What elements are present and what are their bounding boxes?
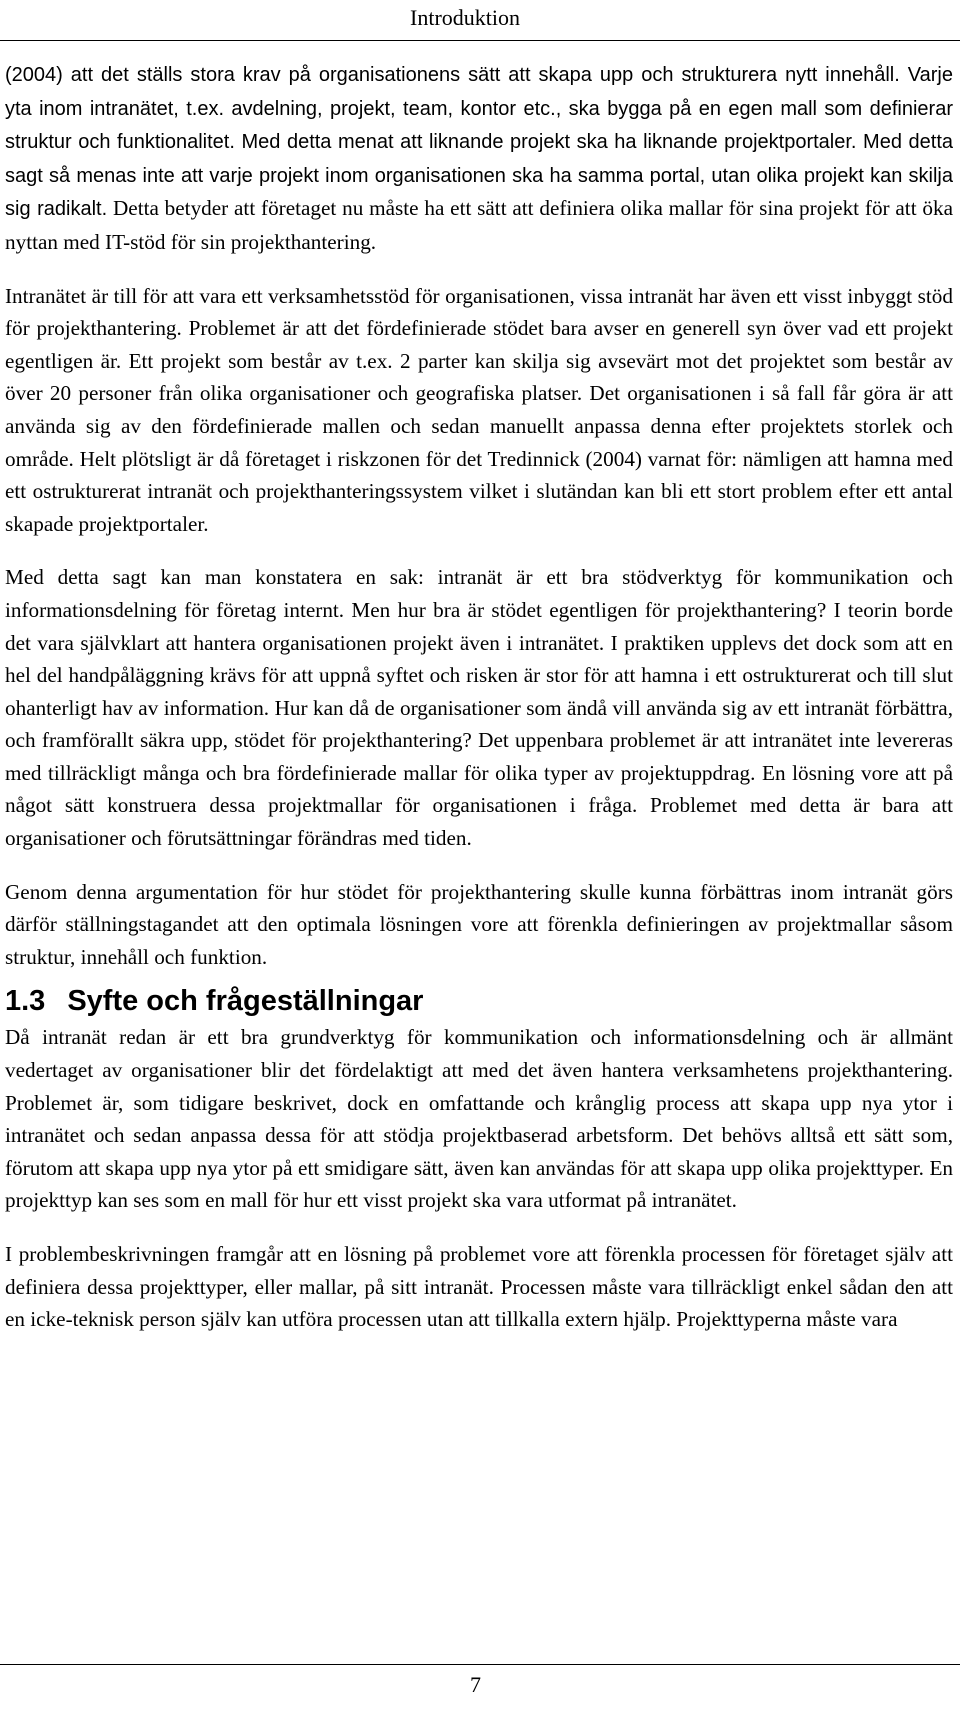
document-body [5,58,953,1357]
paragraph-2: Intranätet är till för att vara ett verksamhetsstöd för organisationen, vissa intranät har även ett visst inbyggt stöd för projekthantering. Problemet är att det fördefinierade stödet bara avser en generell syn över vad ett projekt egentligen är. Ett projekt som består av t.ex. 2 parter kan skilja sig avsevärt mot det projektet som består av över 20 personer från olika organisationer och geografiska platser. Det organisationen i så fall får göra är att använda sig av den fördefinierade mallen och sedan manuellt anpassa denna efter projektets storlek och område. Helt plötsligt är då företaget i riskzonen för det Tredinnick (2004) varnat för: nämligen att hamna med ett ostrukturerat intranät och projekthanteringssystem vilket i slutändan kan bli ett stort problem efter ett antal skapade projektportaler. [5,283,953,536]
page-number: 7 [470,1672,481,1697]
paragraph-1 [5,58,953,259]
paragraph-3: Med detta sagt kan man konstatera en sak: intranät är ett bra stödverktyg för kommunikation och informationsdelning för företag internt. Men hur bra är stödet egentligen för projekthantering? I teorin borde det vara självklart att hantera organisationen projekt även i intranätet. I praktiken upplevs det dock som att en hel del handpåläggning krävs för att uppnå syftet och risken är stor för att hamna i ett ostrukturerat och till slut ohanterligt hav av information. Hur kan då de organisationer som ändå vill använda sig av ett intranät förbättra, och framförallt säkra upp, stödet för projekthantering? Det uppenbara problemet är att intranätet inte levereras med tillräckligt många och bra fördefinierade mallar för olika typer av projektuppdrag. En lösning vore att på något sätt konstruera dessa projektmallar för organisationen i fråga. Problemet med detta är bara att organisationer och förutsättningar förändras med tiden. [5,565,953,851]
footer-divider [0,1664,960,1665]
section-number: 1.3 [5,985,46,1018]
paragraph-6: I problembeskrivningen framgår att en lösning på problemet vore att förenkla processen för företaget själv att definiera dessa projekttyper, eller mallar, på sitt intranät. Processen måste vara tillräckligt enkel sådan den att en icke-teknisk person själv kan utföra processen utan att tillkalla extern hjälp. Projekttyperna måste vara [5,1242,953,1332]
section-title: Syfte och frågeställningar [67,985,424,1018]
paragraph-1-sans-part: (2004) att det ställs stora krav på organisationens sätt att skapa upp och strukturera nytt innehåll. Varje yta inom intranätet, t.ex. avdelning, projekt, team, kontor etc., ska bygga på en egen mall som definierar struktur och funktionalitet. Med detta menat att liknande projekt ska ha liknande projektportaler. Med detta sagt så menas inte att varje projekt inom organisationen ska ha samma portal, utan olika projekt kan skilja sig radikalt. [5,64,953,221]
paragraph-1-serif-part: Detta betyder att företaget nu måste ha ett sätt att definiera olika mallar för sina projekt för att öka nyttan med IT-stöd för sin projekthantering. [5,196,953,254]
running-title: Introduktion [410,5,520,30]
section-heading [5,981,953,1021]
paragraph-5: Då intranät redan är ett bra grundverktyg för kommunikation och informationsdelning och är allmänt vedertaget av organisationer blir det fördelaktigt att med det även hantera verksamhetens projekthantering. Problemet är, som tidigare beskrivet, dock en omfattande och krånglig process att skapa upp nya ytor i intranätet och sedan anpassa dessa för att stödja projektbaserad arbetsform. Det behövs alltså ett sätt som, förutom att skapa upp nya ytor på ett smidigare sätt, även kan användas för att skapa upp olika projekttyper. En projekttyp kan ses som en mall för hur ett visst projekt ska vara utformat på intranätet. [5,1025,953,1213]
header-divider [0,40,960,41]
paragraph-4: Genom denna argumentation för hur stödet för projekthantering skulle kunna förbättras inom intranät görs därför ställningstagandet att den optimala lösningen vore att förenkla definieringen av projektmallar såsom struktur, innehåll och funktion. [5,879,953,969]
